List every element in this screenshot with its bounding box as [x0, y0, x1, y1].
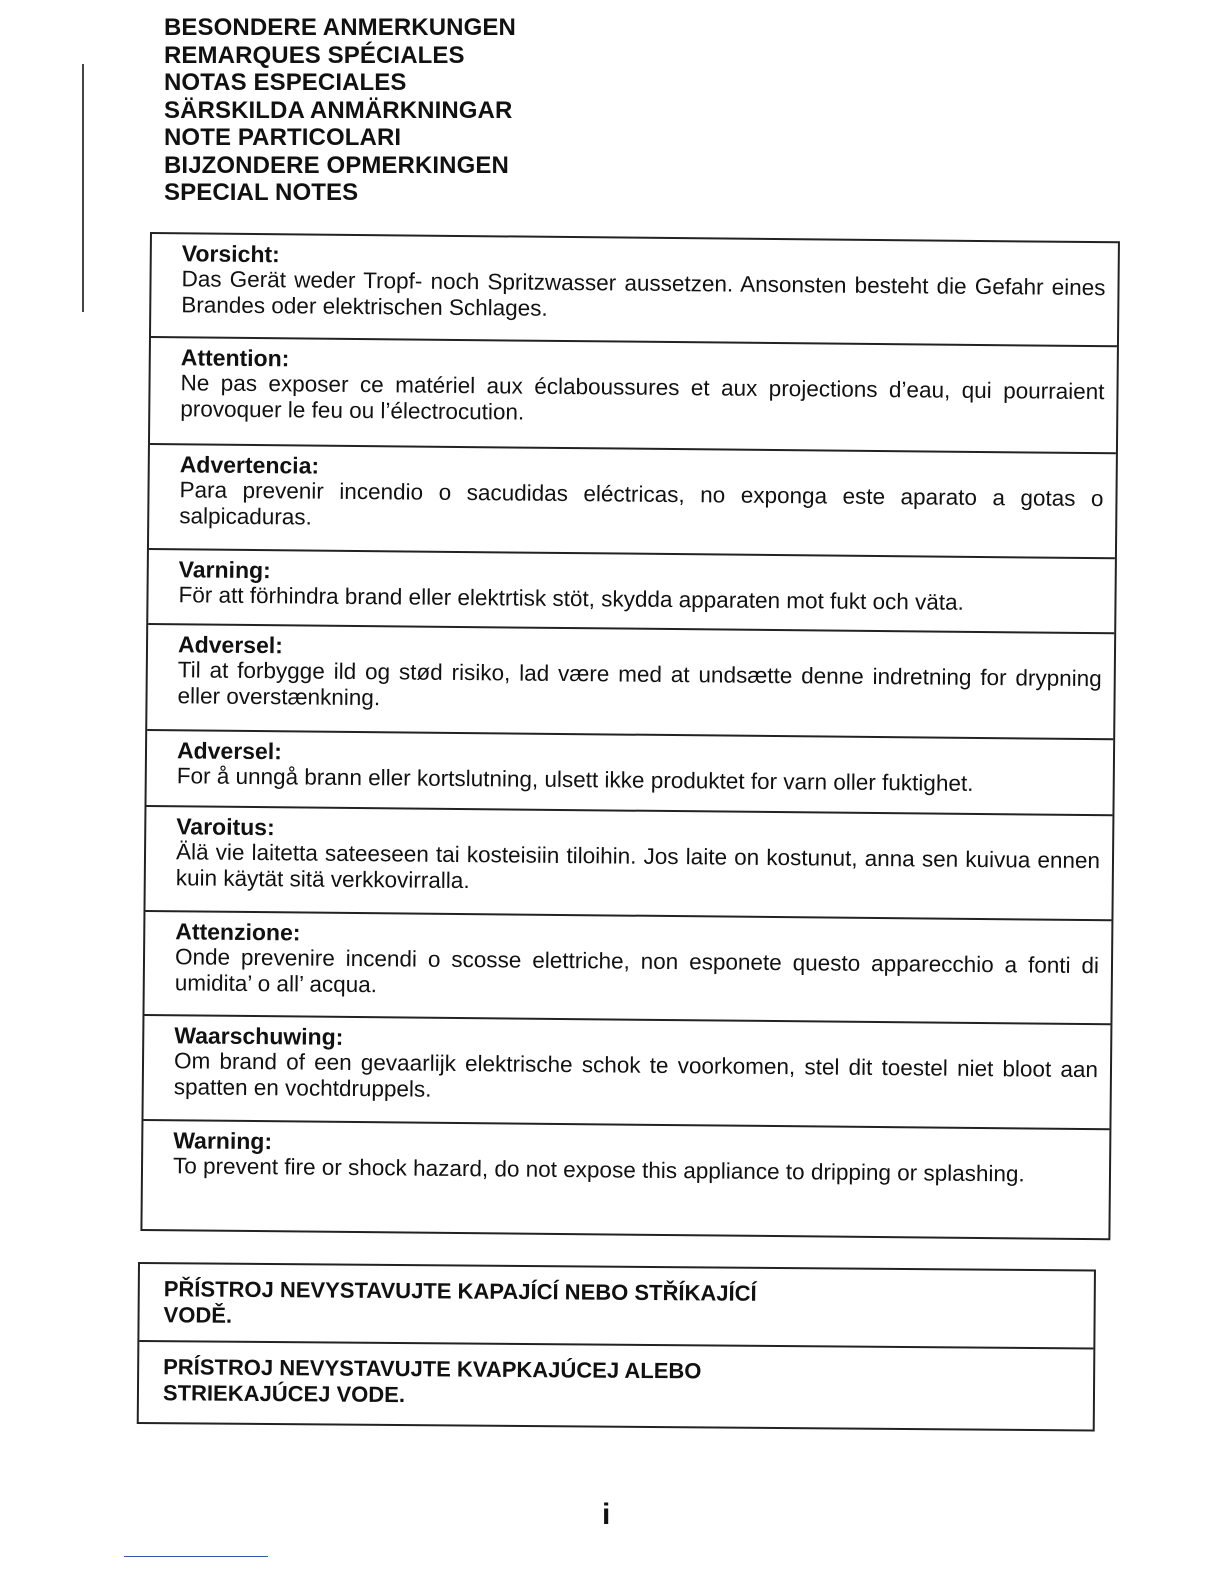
- note-heading: Varoitus:: [176, 813, 275, 841]
- section-titles: [164, 14, 516, 207]
- warning-czech-text: PŘÍSTROJ NEVYSTAVUJTE KAPAJÍCÍ NEBO STŘÍKAJÍCÍ VODĚ.: [163, 1276, 757, 1328]
- page-number: i: [602, 1498, 611, 1531]
- warning-slovak: [139, 1342, 1094, 1429]
- scan-bottom-line: [124, 1556, 268, 1557]
- note-text: Älä vie laitetta sateeseen tai kosteisiin tiloihin. Jos laite on kostunut, anna sen kuivua ennen kuin käytät sitä verkkovirralla.: [175, 839, 1101, 894]
- note-text: Das Gerät weder Tropf- noch Spritzwasser aussetzen. Ansonsten besteht die Gefahr eines Brandes oder elektrischen Schlages.: [181, 266, 1106, 321]
- title-german: BESONDERE ANMERKUNGEN: [164, 14, 516, 41]
- note-german: [151, 234, 1118, 347]
- note-heading: Vorsicht:: [181, 240, 280, 268]
- note-text: Onde prevenire incendi o scosse elettriche, non esponete questo apparecchio a fonti di umidita’ o all’ acqua.: [174, 944, 1100, 998]
- note-text: To prevent fire or shock hazard, do not expose this appliance to dripping or splashing.: [172, 1153, 1025, 1187]
- note-spanish: [149, 445, 1116, 559]
- warning-czech: [139, 1264, 1094, 1349]
- title-dutch: BIJZONDERE OPMERKINGEN: [164, 151, 509, 179]
- note-text: Om brand of een gevaarlijk elektrische schok te voorkomen, stel dit toestel niet bloot aan spatten en vochtdruppels.: [173, 1048, 1099, 1102]
- warning-notes-box: [140, 232, 1120, 1240]
- note-heading: Warning:: [173, 1127, 273, 1155]
- title-swedish: SÄRSKILDA ANMÄRKNINGAR: [164, 96, 513, 124]
- note-heading: Adversel:: [177, 631, 283, 659]
- note-heading: Waarschuwing:: [174, 1022, 344, 1050]
- title-french: REMARQUES SPÉCIALES: [164, 41, 465, 69]
- note-text: Para prevenir incendio o sacudidas eléctricas, no exponga este aparato a gotas o salpicaduras.: [179, 477, 1104, 530]
- warning-slovak-text: PRÍSTROJ NEVYSTAVUJTE KVAPKAJÚCEJ ALEBO STRIEKAJÚCEJ VODE.: [162, 1354, 702, 1408]
- czech-slovak-warning-box: [137, 1262, 1096, 1432]
- note-italian: [144, 912, 1111, 1025]
- note-text: Ne pas exposer ce matériel aux éclaboussures et aux projections d’eau, qui pourraient provoquer le feu ou l’électrocution.: [180, 370, 1105, 425]
- note-heading: Adversel:: [176, 737, 282, 765]
- note-english: [142, 1121, 1109, 1238]
- note-text: Til at forbygge ild og stød risiko, lad være med at undsætte denne indretning for drypning eller overstænkning.: [177, 657, 1102, 711]
- scan-edge-line: [82, 64, 84, 312]
- note-norwegian: [146, 731, 1113, 816]
- note-heading: Attention:: [180, 344, 290, 372]
- note-text: For å unngå brann eller kortslutning, ulsett ikke produktet for varn oller fuktighet.: [176, 763, 974, 796]
- note-heading: Attenzione:: [175, 918, 301, 946]
- note-finnish: [145, 807, 1112, 921]
- title-english: SPECIAL NOTES: [164, 179, 359, 206]
- title-italian: NOTE PARTICOLARI: [164, 124, 402, 151]
- note-text: För att förhindra brand eller elektrtisk stöt, skydda apparaten mot fukt och väta.: [178, 582, 964, 615]
- note-heading: Advertencia:: [179, 451, 320, 479]
- note-swedish: [148, 550, 1115, 634]
- title-spanish: NOTAS ESPECIALES: [164, 69, 407, 96]
- note-heading: Varning:: [178, 556, 271, 584]
- note-dutch: [143, 1016, 1110, 1130]
- note-french: [150, 338, 1117, 454]
- note-danish: [147, 625, 1114, 740]
